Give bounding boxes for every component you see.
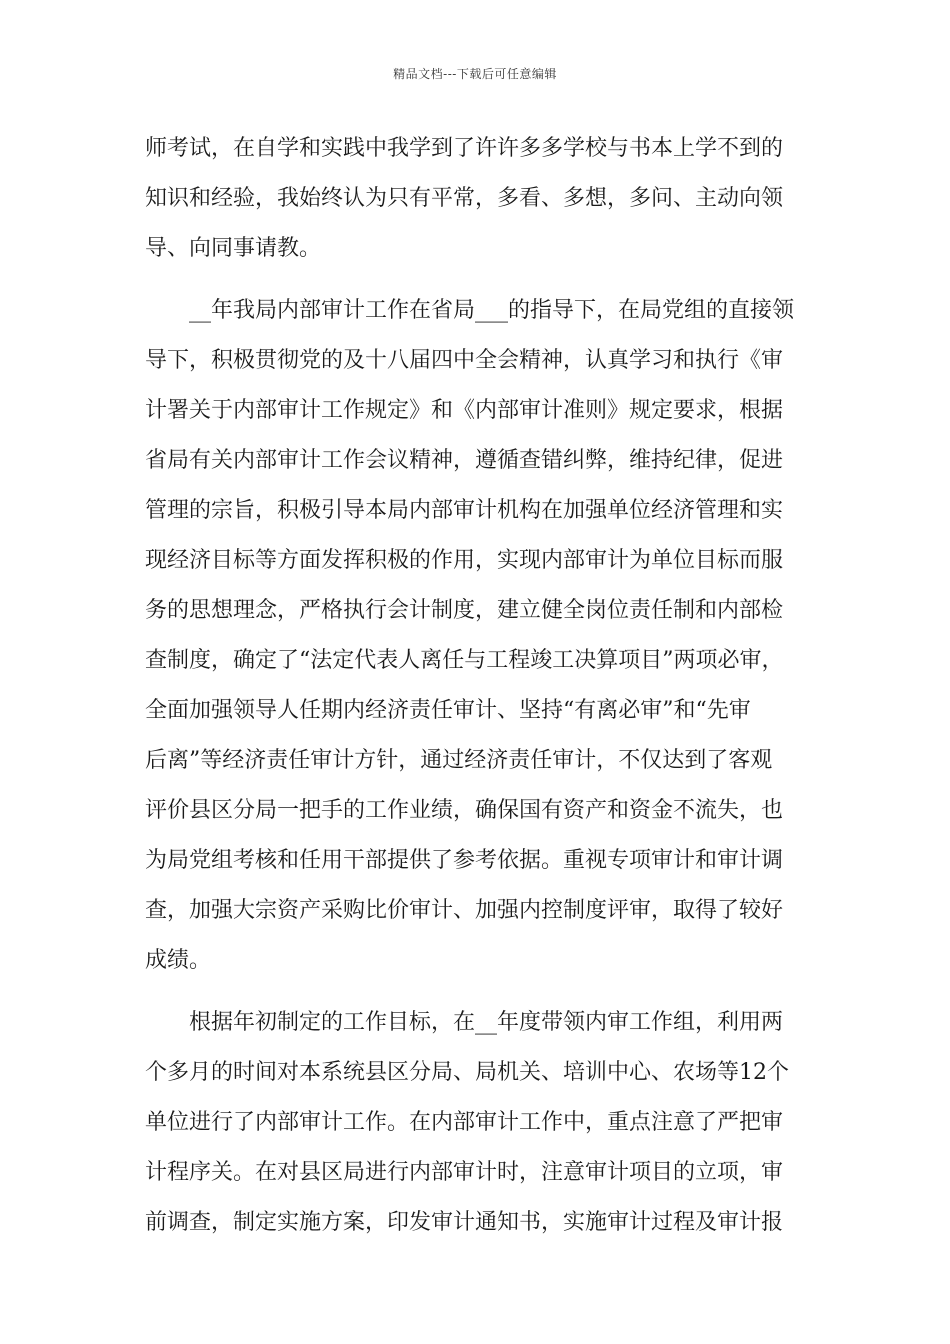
document-body [145, 124, 825, 1248]
text-line: 根据年初制定的工作目标，在__年度带领内审工作组，利用两 [189, 1010, 784, 1035]
text-line: 计程序关。在对县区局进行内部审计时，注意审计项目的立项，审 [145, 1160, 784, 1185]
text-line: __年我局内部审计工作在省局___的指导下，在局党组的直接领 [189, 298, 795, 323]
text-line: 为局党组考核和任用干部提供了参考依据。重视专项审计和审计调 [145, 848, 784, 873]
text-line: 全面加强领导人任期内经济责任审计、坚持“有离必审”和“先审 [145, 698, 751, 723]
text-line: 后离”等经济责任审计方针，通过经济责任审计，不仅达到了客观 [145, 748, 773, 773]
paragraph-1 [145, 124, 825, 274]
text-line: 前调查，制定实施方案，印发审计通知书，实施审计过程及审计报 [145, 1210, 784, 1235]
text-line: 个多月的时间对本系统县区分局、局机关、培训中心、农场等12个 [145, 1060, 789, 1085]
text-line: 务的思想理念，严格执行会计制度，建立健全岗位责任制和内部检 [145, 598, 784, 623]
text-line: 省局有关内部审计工作会议精神，遵循查错纠弊，维持纪律，促进 [145, 448, 784, 473]
page-header: 精品文档---下载后可任意编辑 [393, 67, 557, 81]
text-line: 管理的宗旨，积极引导本局内部审计机构在加强单位经济管理和实 [145, 498, 784, 523]
text-line: 知识和经验，我始终认为只有平常，多看、多想，多问、主动向领 [145, 186, 784, 211]
text-line: 评价县区分局一把手的工作业绩，确保国有资产和资金不流失，也 [145, 798, 784, 823]
text-line: 查，加强大宗资产采购比价审计、加强内控制度评审，取得了较好 [145, 898, 784, 923]
text-line: 查制度，确定了“法定代表人离任与工程竣工决算项目”两项必审， [145, 648, 784, 673]
text-line: 导下，积极贯彻党的及十八届四中全会精神，认真学习和执行《审 [145, 348, 784, 373]
text-line: 计署关于内部审计工作规定》和《内部审计准则》规定要求，根据 [145, 398, 784, 423]
text-line: 导、向同事请教。 [145, 236, 322, 261]
paragraph-2 [145, 286, 825, 986]
text-line: 成绩。 [145, 948, 212, 973]
text-line: 现经济目标等方面发挥积极的作用，实现内部审计为单位目标而服 [145, 548, 784, 573]
text-line: 单位进行了内部审计工作。在内部审计工作中，重点注意了严把审 [145, 1110, 784, 1135]
paragraph-3 [145, 998, 825, 1248]
text-line: 师考试，在自学和实践中我学到了许许多多学校与书本上学不到的 [145, 136, 784, 161]
